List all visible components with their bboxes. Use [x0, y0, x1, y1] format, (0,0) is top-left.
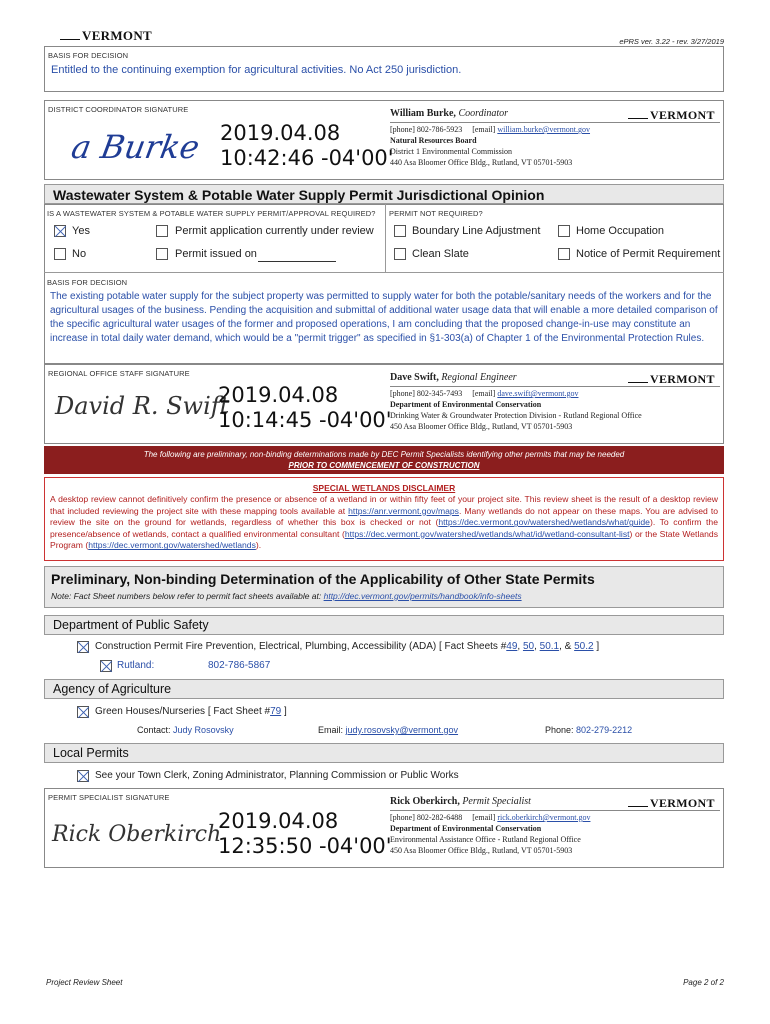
permit-not-required-label: PERMIT NOT REQUIRED?	[389, 209, 483, 218]
issued-on-field[interactable]	[258, 261, 336, 262]
contact-label: Contact:	[137, 725, 171, 735]
wetlands-guide-link[interactable]: https://dec.vermont.gov/watershed/wetlands/what/guide	[438, 517, 650, 528]
district-vermont-logo: VERMONT	[628, 108, 715, 123]
name: William Burke,	[390, 108, 456, 119]
local-item: See your Town Clerk, Zoning Administrator, Planning Commission or Public Works	[95, 770, 459, 781]
clean-slate-checkbox[interactable]	[394, 248, 406, 260]
home-occupation-checkbox[interactable]	[558, 225, 570, 237]
agr-checkbox[interactable]	[77, 706, 89, 718]
dps-checkbox[interactable]	[77, 641, 89, 653]
address: 450 Asa Bloomer Office Bldg., Rutland, VT 05701-5903	[390, 422, 573, 431]
email-label: [email]	[472, 813, 496, 822]
banner-line2: PRIOR TO COMMENCEMENT OF CONSTRUCTION	[288, 461, 480, 470]
yes-checkbox[interactable]	[54, 225, 66, 237]
district-label: DISTRICT COORDINATOR SIGNATURE	[48, 105, 189, 114]
name: Rick Oberkirch,	[390, 796, 460, 807]
email-link[interactable]: judy.rosovsky@vermont.gov	[345, 725, 459, 735]
version-text: ePRS ver. 3.22 - rev. 3/27/2019	[619, 37, 724, 46]
prelim-note	[51, 591, 717, 601]
yes-label: Yes	[72, 225, 90, 237]
rutland-phone: 802-786-5867	[208, 660, 271, 671]
home-occupation-label: Home Occupation	[576, 225, 665, 237]
fact-sheet-79-link[interactable]: 79	[270, 706, 282, 717]
wetlands-t1: A desktop review cannot definitively confirm the presence or absence of a wetland in or within fifty feet of your project site. This review sheet is the result of a desktop review that included reviewing the project site with these mapping tools available at	[50, 494, 718, 516]
regional-signature: David R. Swift	[55, 392, 230, 420]
name: Dave Swift,	[390, 372, 439, 383]
mountain-icon	[628, 375, 648, 383]
wetlands-title: SPECIAL WETLANDS DISCLAIMER	[312, 483, 456, 493]
fact-sheet-49-link[interactable]: 49	[506, 641, 518, 652]
phone-label: [phone]	[390, 813, 415, 822]
agr-email	[318, 725, 458, 735]
email-link[interactable]: rick.oberkirch@vermont.gov	[497, 813, 591, 822]
mountain-icon	[60, 32, 80, 40]
email-label: Email:	[318, 725, 344, 735]
wetlands-t2: . Many wetlands do not appear on these maps. You are advised to review the site on the ground for wetlands, regardless of whether this box is checked or not (	[50, 505, 718, 528]
footer-right: Page 2 of 2	[683, 978, 724, 987]
address: 440 Asa Bloomer Office Bldg., Rutland, VT 05701-5903	[390, 158, 573, 167]
email-link[interactable]: william.burke@vermont.gov	[497, 125, 591, 134]
wetlands-t4: ) or the State Wetlands Program (	[50, 528, 718, 551]
wetlands-program-link[interactable]: https://dec.vermont.gov/watershed/wetlands	[88, 540, 256, 551]
agr-item-text: Green Houses/Nurseries [ Fact Sheet #	[95, 706, 271, 717]
dps-item-text: Construction Permit Fire Prevention, Electrical, Plumbing, Accessibility (ADA) [ Fact Sheets #	[95, 641, 507, 652]
phone-label: [phone]	[390, 389, 415, 398]
info-sheets-link[interactable]: http://dec.vermont.gov/permits/handbook/info-sheets	[323, 591, 522, 601]
notice-label: Notice of Permit Requirement	[576, 248, 721, 260]
dept: District 1 Environmental Commission	[390, 147, 512, 156]
no-label: No	[72, 248, 87, 260]
specialist-vermont-logo: VERMONT	[628, 796, 715, 811]
email-label: [email]	[472, 125, 496, 134]
boundary-label: Boundary Line Adjustment	[412, 225, 541, 237]
under-review-checkbox[interactable]	[156, 225, 168, 237]
local-checkbox[interactable]	[77, 770, 89, 782]
regional-label: REGIONAL OFFICE STAFF SIGNATURE	[48, 369, 190, 378]
specialist-time: 12:35:50 -04'00'	[218, 834, 392, 858]
contact-line	[390, 810, 720, 823]
agr-phone	[545, 725, 632, 735]
anr-maps-link[interactable]: https://anr.vermont.gov/maps	[348, 505, 459, 516]
basis-text: Entitled to the continuing exemption for agricultural activities. No Act 250 jurisdiction.	[51, 64, 462, 76]
title: Permit Specialist	[462, 796, 531, 807]
agr-item	[95, 706, 287, 717]
wetlands-t5: ).	[255, 540, 262, 551]
district-signature: a Burke	[68, 128, 203, 166]
consultant-list-link[interactable]: https://dec.vermont.gov/watershed/wetlands/what/id/wetland-consultant-list	[344, 528, 630, 539]
fact-sheet-50-1-link[interactable]: 50.1	[539, 641, 560, 652]
regional-vermont-logo: VERMONT	[628, 372, 715, 387]
wastewater-divider	[385, 204, 386, 272]
local-title: Local Permits	[44, 743, 724, 763]
wetlands-text	[50, 494, 718, 552]
phone: 802-345-7493	[416, 389, 463, 398]
under-review-label: Permit application currently under review	[175, 225, 374, 237]
basis-box-1	[44, 46, 724, 92]
regional-time: 10:14:45 -04'00'	[218, 408, 392, 432]
issued-on-label: Permit issued on	[175, 248, 257, 260]
rutland-label: Rutland:	[117, 660, 155, 671]
boundary-checkbox[interactable]	[394, 225, 406, 237]
specialist-signature: Rick Oberkirch	[52, 822, 222, 847]
wastewater-hline	[44, 272, 724, 273]
contact-name: Judy Rosovsky	[173, 725, 234, 735]
dept: Drinking Water & Groundwater Protection Division - Rutland Regional Office	[390, 411, 642, 420]
close-bracket: ]	[281, 706, 287, 717]
agr-contact	[137, 725, 234, 735]
wetlands-t3: ). To confirm the presence/absence of wetlands, contact a qualified environmental consultant (	[50, 517, 718, 539]
org: Department of Environmental Conservation	[390, 400, 542, 409]
banner-line1: The following are preliminary, non-binding determinations made by DEC Permit Specialists identifying other permits that may be needed	[143, 450, 625, 459]
mountain-icon	[628, 111, 648, 119]
contact-line	[390, 386, 720, 399]
close-bracket: ]	[593, 641, 600, 652]
prelim-header	[44, 566, 724, 608]
dps-item: Construction Permit Fire Prevention, Electrical, Plumbing, Accessibility (ADA) [ Fact Sheets #49, 50, 50.1, & 50.2 ]	[95, 641, 600, 652]
org: Natural Resources Board	[390, 136, 477, 145]
dps-title: Department of Public Safety	[44, 615, 724, 635]
prelim-title: Preliminary, Non-binding Determination of the Applicability of Other State Permits	[51, 571, 595, 587]
contact-line	[390, 122, 720, 135]
clean-slate-label: Clean Slate	[412, 248, 469, 260]
mountain-icon	[628, 799, 648, 807]
address: 450 Asa Bloomer Office Bldg., Rutland, VT 05701-5903	[390, 846, 573, 855]
wastewater-title: Wastewater System & Potable Water Supply Permit Jurisdictional Opinion	[44, 184, 724, 204]
notice-checkbox[interactable]	[558, 248, 570, 260]
permit-required-label: IS A WASTEWATER SYSTEM & POTABLE WATER SUPPLY PERMIT/APPROVAL REQUIRED?	[47, 209, 376, 218]
phone-label: [phone]	[390, 125, 415, 134]
email-link[interactable]: dave.swift@vermont.gov	[497, 389, 579, 398]
basis-label: BASIS FOR DECISION	[48, 51, 129, 60]
title: Coordinator	[458, 108, 509, 119]
amp: , &	[559, 641, 575, 652]
vermont-logo: VERMONT	[60, 28, 152, 44]
phone: 802-279-2212	[576, 725, 633, 735]
preliminary-banner	[44, 446, 724, 474]
district-time: 10:42:46 -04'00'	[220, 146, 394, 170]
note-text: Note: Fact Sheet numbers below refer to permit fact sheets available at:	[51, 591, 324, 601]
regional-date: 2019.04.08	[218, 383, 339, 407]
district-date: 2019.04.08	[220, 121, 341, 145]
agr-title: Agency of Agriculture	[44, 679, 724, 699]
title: Regional Engineer	[441, 372, 517, 383]
email-label: [email]	[472, 389, 496, 398]
rutland-checkbox[interactable]	[100, 660, 112, 672]
fact-sheet-50-link[interactable]: 50	[522, 641, 535, 652]
fact-sheet-50-2-link[interactable]: 50.2	[574, 641, 594, 652]
issued-on-checkbox[interactable]	[156, 248, 168, 260]
phone: 802-786-5923	[416, 125, 463, 134]
specialist-label: PERMIT SPECIALIST SIGNATURE	[48, 793, 170, 802]
basis-text-2: The existing potable water supply for the subject property was permitted to supply water for both the potable/sanitary needs of the workers and for the agricultural usages of the business. Pending the acquisition and submittal of additional water usage data that will enable a more detailed comparison of the specific agricultural water usages of the former and proposed operations, I am concluding that the proposed change-in-use may constitute an increase in total daily water demand, which would be a "permit trigger" as specified in §1-303(a) of Chapter 1 of the Environmental Protection Rules.	[50, 291, 718, 344]
no-checkbox[interactable]	[54, 248, 66, 260]
org: Department of Environmental Conservation	[390, 824, 542, 833]
dept: Environmental Assistance Office - Rutland Regional Office	[390, 835, 581, 844]
basis-label-2: BASIS FOR DECISION	[47, 278, 128, 287]
phone: 802-282-6488	[416, 813, 463, 822]
specialist-date: 2019.04.08	[218, 809, 339, 833]
footer-left: Project Review Sheet	[46, 978, 123, 987]
phone-label: Phone:	[545, 725, 574, 735]
